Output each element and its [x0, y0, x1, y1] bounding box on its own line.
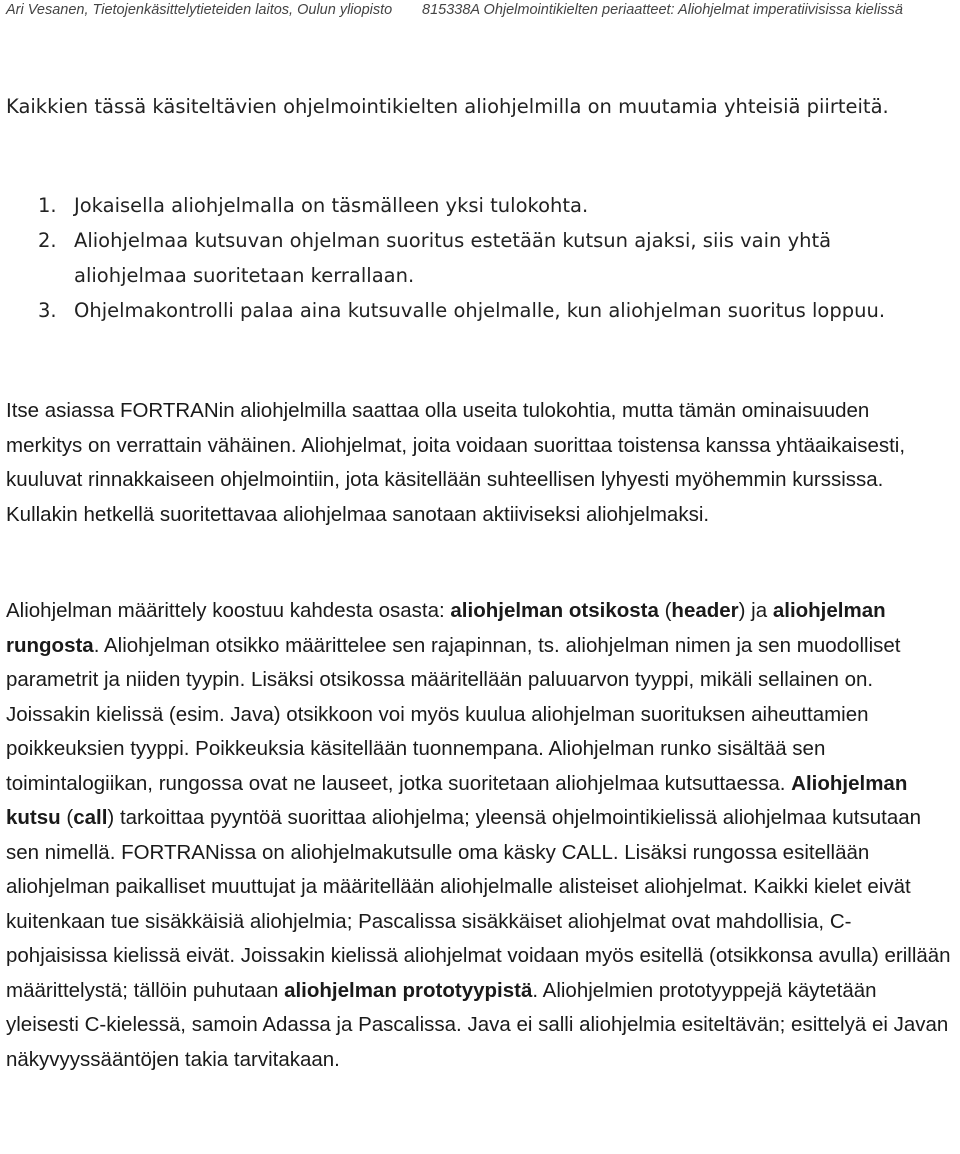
- text-segment: . Aliohjelman otsikko määrittelee sen rajapinnan, ts. aliohjelman nimen ja sen muodolliset parametrit ja niiden tyypin. Lisäksi otsikossa määritellään paluuarvon tyyppi, mikäli sellainen on. Joissakin kielissä (esim. Java) otsikkoon voi myös kuulua aliohjelman suorituksen aiheuttamien poikkeuksien tyyppi. Poikkeuksia käsitellään tuonnempana. Aliohjelman runko sisältää sen toimintalogiikan, rungossa ovat ne lauseet, jotka suoritetaan aliohjelmaa kutsuttaessa.: [6, 633, 901, 795]
- feature-list: [6, 188, 941, 328]
- term-header-bold: aliohjelman otsikosta: [450, 599, 659, 622]
- list-item-text: Ohjelmakontrolli palaa aina kutsuvalle ohjelmalle, kun aliohjelman suoritus loppuu.: [74, 299, 886, 322]
- text-segment: . Aliohjelmien prototyyppejä käytetään yleisesti C-kielessä, samoin Adassa ja Pascalissa. Java ei salli aliohjelmia esiteltävän; esittelyä ei Javan näkyvyyssääntöjen takia tarvitakaan.: [6, 978, 949, 1071]
- term-call-bold: Aliohjelman kutsu: [6, 771, 908, 829]
- header-course: 815338A Ohjelmointikielten periaatteet: Aliohjelmat imperatiivisissa kielissä: [422, 2, 903, 18]
- text-segment: (: [658, 599, 672, 622]
- text-segment: (: [60, 806, 74, 829]
- text-segment: ) ja: [738, 599, 773, 622]
- list-item-text: Jokaisella aliohjelmalla on täsmälleen yksi tulokohta.: [74, 194, 589, 217]
- text-segment: ) tarkoittaa pyyntöä suorittaa aliohjelma; yleensä ohjelmointikielissä aliohjelmaa kutsutaan sen nimellä. FORTRANissa on aliohjelmakutsulle oma käsky CALL. Lisäksi rungossa esitellään aliohjelman paikalliset muuttujat ja määritellään aliohjelmalle alisteiset aliohjelmat. Kaikki kielet eivät kuitenkaan tue sisäkkäisiä aliohjelmia; Pascalissa sisäkkäiset aliohjelmat ovat mahdollisia, C-pohjaisissa kielissä eivät. Joissakin kielissä aliohjelmat voidaan myös esitellä (otsikkonsa avulla) erillään määrittelystä; tällöin puhutaan: [6, 806, 951, 1002]
- term-body-bold: aliohjelman rungosta: [6, 599, 886, 657]
- term-call-en-bold: call: [73, 806, 108, 829]
- list-item-text: Aliohjelmaa kutsuvan ohjelman suoritus estetään kutsun ajaksi, siis vain yhtä aliohjelmaa suoritetaan kerrallaan.: [74, 229, 832, 287]
- text-segment: Aliohjelman määrittely koostuu kahdesta osasta:: [6, 599, 451, 622]
- list-item-number: 1.: [38, 194, 57, 217]
- fortran-paragraph: Itse asiassa FORTRANin aliohjelmilla saattaa olla useita tulokohtia, mutta tämän ominaisuuden merkitys on verrattain vähäinen. Aliohjelmat, joita voidaan suorittaa toistensa kanssa yhtäaikaisesti, kuuluvat rinnakkaiseen ohjelmointiin, jota käsitellään suhteellisen lyhyesti myöhemmin kurssissa. Kullakin hetkellä suoritettavaa aliohjelmaa sanotaan aktiiviseksi aliohjelmaksi.: [6, 399, 906, 526]
- list-item: [6, 223, 941, 293]
- intro-paragraph: Kaikkien tässä käsiteltävien ohjelmointikielten aliohjelmilla on muutamia yhteisiä piirteitä.: [6, 95, 889, 118]
- list-item-number: 2.: [38, 229, 57, 252]
- list-item-number: 3.: [38, 299, 57, 322]
- page-header: [6, 2, 956, 24]
- definition-paragraph: [6, 594, 951, 1077]
- header-author: Ari Vesanen, Tietojenkäsittelytieteiden laitos, Oulun yliopisto: [6, 2, 393, 18]
- list-item: [6, 188, 941, 223]
- term-header-en-bold: header: [671, 599, 739, 622]
- term-prototype-bold: aliohjelman prototyypistä: [284, 978, 533, 1002]
- list-item: [6, 293, 941, 328]
